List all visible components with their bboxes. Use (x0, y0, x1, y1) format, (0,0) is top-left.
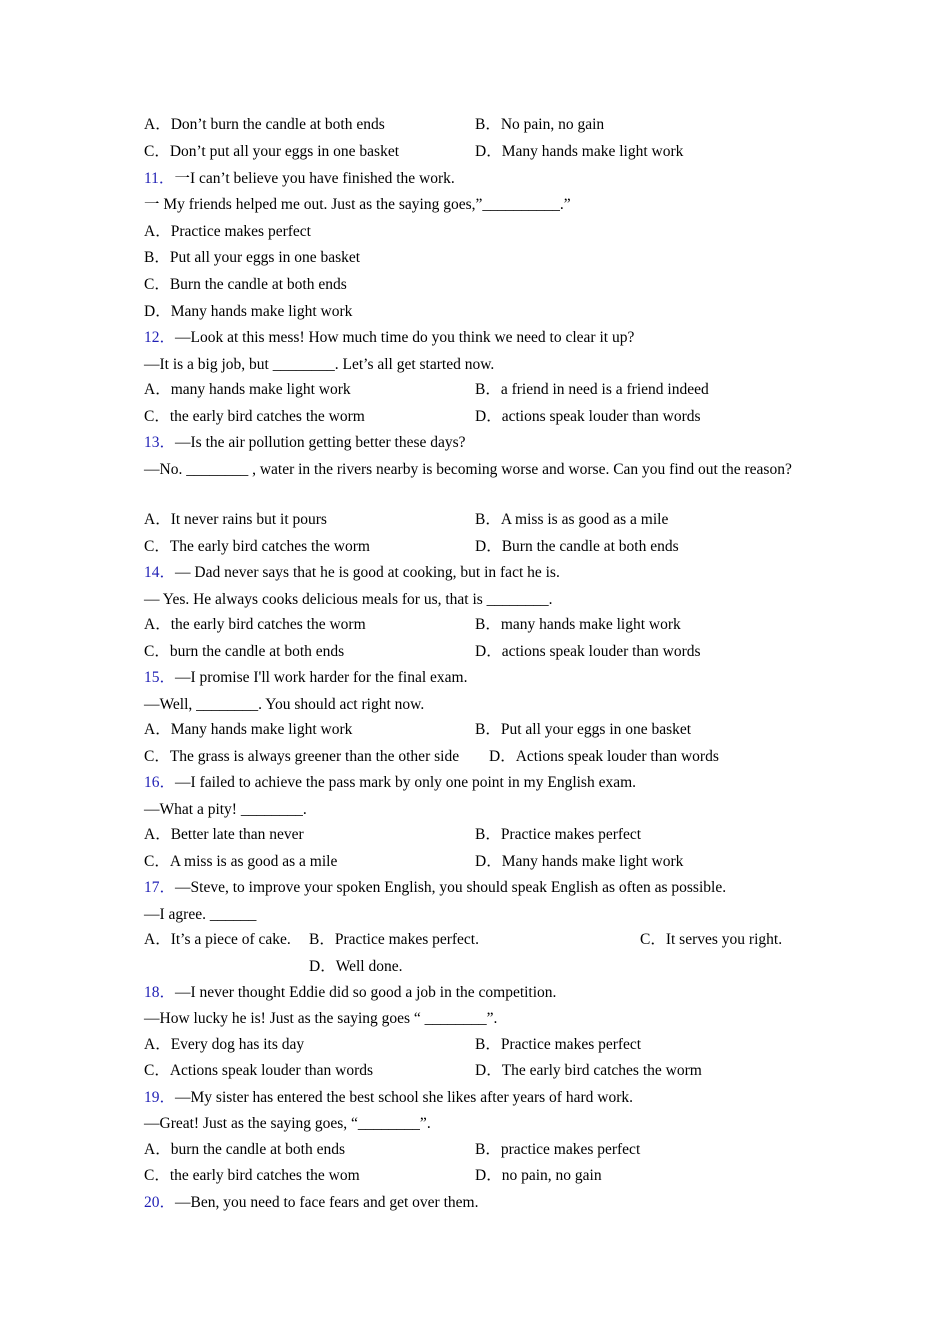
question-number: 12． (144, 329, 176, 346)
option-c[interactable]: C．burn the candle at both ends (144, 643, 345, 660)
question-number: 18． (144, 984, 176, 1001)
question-number: 17． (144, 879, 176, 896)
question-response: —I agree. ______ (144, 906, 257, 923)
question-16 (144, 773, 636, 793)
question-17 (144, 878, 726, 898)
option-d[interactable]: D．Many hands make light work (475, 853, 684, 870)
option-c[interactable]: C．The grass is always greener than the other side (144, 748, 460, 765)
option-b[interactable]: B．a friend in need is a friend indeed (475, 381, 709, 398)
option-b[interactable]: B．Practice makes perfect. (309, 931, 479, 948)
question-text: —I failed to achieve the pass mark by only one point in my English exam. (175, 774, 637, 791)
question-18 (144, 983, 556, 1003)
option-b[interactable]: B．Practice makes perfect (475, 826, 642, 843)
question-response: —Well, ________. You should act right now. (144, 696, 425, 713)
option-a[interactable]: A．Many hands make light work (144, 721, 353, 738)
question-response: —It is a big job, but ________. Let’s all get started now. (144, 356, 495, 373)
option-d[interactable]: D．Burn the candle at both ends (475, 538, 679, 555)
option-a[interactable]: A．many hands make light work (144, 381, 351, 398)
option-c[interactable]: C．the early bird catches the wom (144, 1167, 360, 1184)
option-c[interactable]: C．Don’t put all your eggs in one basket (144, 143, 400, 160)
question-response: —Great! Just as the saying goes, “________”. (144, 1115, 431, 1132)
question-text: —Is the air pollution getting better these days? (175, 434, 466, 451)
question-response: —How lucky he is! Just as the saying goes “ ________”. (144, 1010, 498, 1027)
question-response: — Yes. He always cooks delicious meals for us, that is ________. (144, 591, 553, 608)
option-a[interactable]: A．the early bird catches the worm (144, 616, 366, 633)
option-d[interactable]: D．actions speak louder than words (475, 408, 701, 425)
option-d[interactable]: D．actions speak louder than words (475, 643, 701, 660)
question-number: 15． (144, 669, 176, 686)
option-d[interactable]: D．no pain, no gain (475, 1167, 602, 1184)
question-text: —I promise I'll work harder for the final exam. (175, 669, 468, 686)
question-number: 20． (144, 1194, 176, 1211)
question-text: —Look at this mess! How much time do you think we need to clear it up? (175, 329, 635, 346)
question-number: 16． (144, 774, 176, 791)
option-b[interactable]: B．No pain, no gain (475, 116, 605, 133)
question-response: 一 My friends helped me out. Just as the saying goes,”__________.” (144, 196, 571, 213)
option-a[interactable]: A．Practice makes perfect (144, 223, 311, 240)
option-d[interactable]: D．Many hands make light work (144, 303, 353, 320)
option-a[interactable]: A．Every dog has its day (144, 1036, 305, 1053)
option-a[interactable]: A．It’s a piece of cake. (144, 931, 291, 948)
option-a[interactable]: A．It never rains but it pours (144, 511, 327, 528)
option-c[interactable]: C．The early bird catches the worm (144, 538, 370, 555)
option-c[interactable]: C．Burn the candle at both ends (144, 276, 347, 293)
option-b[interactable]: B．A miss is as good as a mile (475, 511, 669, 528)
option-b[interactable]: B．practice makes perfect (475, 1141, 641, 1158)
option-d[interactable]: D．Actions speak louder than words (489, 748, 719, 765)
question-14 (144, 563, 560, 583)
question-number: 11． (144, 170, 175, 187)
option-c[interactable]: C．A miss is as good as a mile (144, 853, 338, 870)
question-text: 一I can’t believe you have finished the work. (174, 170, 455, 187)
option-d[interactable]: D．Well done. (309, 958, 403, 975)
question-text: —My sister has entered the best school she likes after years of hard work. (175, 1089, 633, 1106)
option-b[interactable]: B．Put all your eggs in one basket (475, 721, 692, 738)
question-response: —No. ________ , water in the rivers nearby is becoming worse and worse. Can you find out the reason? (144, 461, 792, 478)
question-number: 14． (144, 564, 176, 581)
option-b[interactable]: B．Practice makes perfect (475, 1036, 642, 1053)
question-response: —What a pity! ________. (144, 801, 307, 818)
option-b[interactable]: B．many hands make light work (475, 616, 681, 633)
option-c[interactable]: C．It serves you right. (640, 931, 783, 948)
option-a[interactable]: A．Don’t burn the candle at both ends (144, 116, 385, 133)
question-number: 19． (144, 1089, 176, 1106)
option-c[interactable]: C．the early bird catches the worm (144, 408, 365, 425)
question-text: —I never thought Eddie did so good a job in the competition. (175, 984, 557, 1001)
option-c[interactable]: C．Actions speak louder than words (144, 1062, 374, 1079)
option-a[interactable]: A．Better late than never (144, 826, 304, 843)
question-text: —Steve, to improve your spoken English, you should speak English as often as possible. (175, 879, 727, 896)
option-d[interactable]: D．The early bird catches the worm (475, 1062, 702, 1079)
question-13 (144, 433, 466, 453)
option-a[interactable]: A．burn the candle at both ends (144, 1141, 346, 1158)
option-d[interactable]: D．Many hands make light work (475, 143, 684, 160)
question-text: — Dad never says that he is good at cooking, but in fact he is. (175, 564, 560, 581)
question-number: 13． (144, 434, 176, 451)
question-20 (144, 1193, 478, 1213)
question-15 (144, 668, 467, 688)
question-19 (144, 1088, 633, 1108)
question-11 (144, 169, 455, 189)
question-text: —Ben, you need to face fears and get over them. (175, 1194, 479, 1211)
option-b[interactable]: B．Put all your eggs in one basket (144, 249, 361, 266)
question-12 (144, 328, 634, 348)
